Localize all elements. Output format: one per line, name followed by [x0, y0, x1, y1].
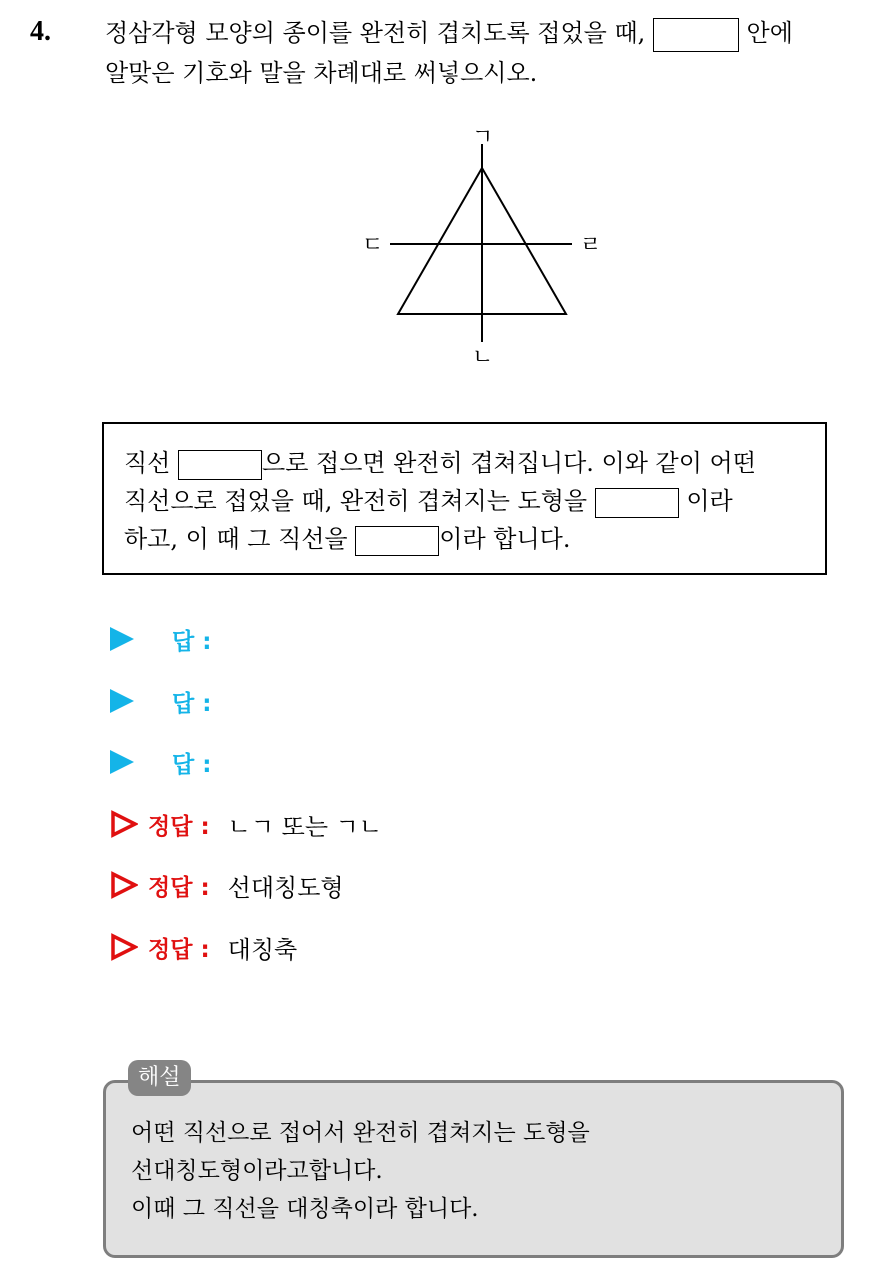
answer-row[interactable] [110, 622, 211, 656]
play-arrow-icon [110, 689, 134, 713]
explanation-line: 이때 그 직선을 대칭축이라 합니다. [131, 1196, 479, 1222]
fill-in-box [102, 422, 827, 575]
box-text: 하고, 이 때 그 직선을 [124, 525, 348, 553]
correct-value: 선대칭도형 [227, 873, 344, 902]
blank-2[interactable] [595, 488, 679, 518]
box-text: 이라 합니다. [439, 525, 571, 553]
explanation-tag: 해설 [128, 1060, 191, 1096]
question-line-1 [105, 14, 793, 52]
label-top: ㄱ [472, 125, 494, 150]
answer-label: 답 : [172, 751, 212, 778]
play-arrow-icon [110, 750, 134, 774]
label-right: ㄹ [580, 233, 602, 258]
box-line-1 [124, 444, 756, 482]
question-number: 4. [30, 16, 51, 47]
correct-value: 대칭축 [227, 935, 298, 964]
answer-label: 답 : [172, 628, 212, 655]
correct-value: ㄴㄱ 또는 ㄱㄴ [227, 812, 383, 841]
outline-arrow-icon [110, 871, 138, 899]
answer-row[interactable] [110, 745, 211, 779]
question-text-a: 정삼각형 모양의 종이를 완전히 겹치도록 접었을 때, [105, 19, 646, 47]
correct-label: 정답 : [148, 936, 210, 963]
correct-answer-row [110, 930, 297, 964]
correct-answer-row [110, 868, 344, 902]
correct-label: 정답 : [148, 874, 210, 901]
triangle-figure [350, 118, 620, 368]
explanation-box [103, 1080, 844, 1258]
answer-row[interactable] [110, 684, 211, 718]
label-bottom: ㄴ [472, 345, 494, 368]
box-text: 으로 접으면 완전히 겹쳐집니다. 이와 같이 어떤 [262, 449, 756, 477]
outline-arrow-icon [110, 810, 138, 838]
box-text: 직선으로 접었을 때, 완전히 겹쳐지는 도형을 [124, 487, 588, 515]
question-line-2: 알맞은 기호와 말을 차례대로 써넣으시오. [105, 59, 538, 87]
play-arrow-icon [110, 627, 134, 651]
box-line-2 [124, 482, 733, 520]
question-blank[interactable] [653, 18, 739, 52]
correct-answer-row [110, 807, 382, 841]
explanation-line: 선대칭도형이라고합니다. [131, 1158, 383, 1184]
answer-label: 답 : [172, 690, 212, 717]
outline-arrow-icon [110, 933, 138, 961]
box-text: 이라 [686, 487, 733, 515]
question-text-b: 안에 [746, 19, 793, 47]
label-left: ㄷ [362, 233, 384, 258]
correct-label: 정답 : [148, 813, 210, 840]
blank-3[interactable] [355, 526, 439, 556]
box-line-3 [124, 520, 570, 558]
blank-1[interactable] [178, 450, 262, 480]
explanation-line: 어떤 직선으로 접어서 완전히 겹쳐지는 도형을 [131, 1120, 590, 1146]
box-text: 직선 [124, 449, 171, 477]
